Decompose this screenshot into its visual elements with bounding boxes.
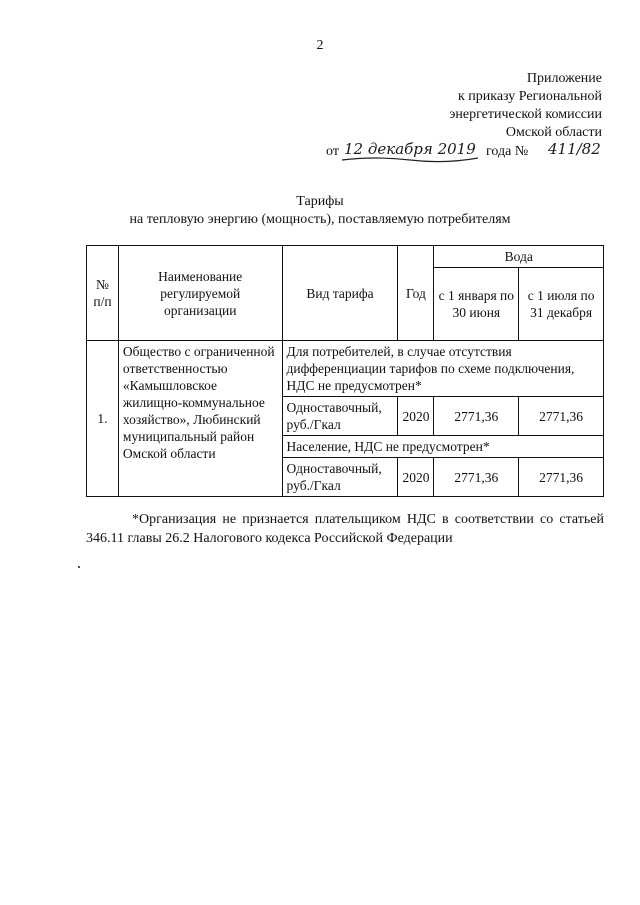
tariff-value-cell: 2771,36: [434, 458, 519, 497]
tariff-value-cell: 2771,36: [519, 397, 604, 436]
handwritten-date: 12 декабря 2019: [344, 140, 476, 158]
document-title: Тарифы: [296, 194, 344, 209]
header-water: Вода: [434, 246, 604, 268]
tariff-value-cell: 2771,36: [519, 458, 604, 497]
tariff-type-cell: Одноставочный, руб./Гкал: [282, 397, 398, 436]
row-number: 1.: [87, 341, 119, 497]
appendix-line: к приказу Региональной: [457, 89, 602, 104]
organization-name: Общество с ограниченной ответственностью «Камышловское жилищно-коммунальное хозяйство», Любинский муниципальный район Омской области: [118, 341, 282, 497]
tariff-type-cell: Одноставочный, руб./Гкал: [282, 458, 398, 497]
order-year-word: года №: [486, 144, 529, 159]
consumer-group-label: Население, НДС не предусмотрен*: [282, 436, 603, 458]
header-number: № п/п: [87, 246, 119, 341]
handwritten-order-number: 411/82: [548, 140, 601, 158]
appendix-heading: Приложение: [526, 71, 602, 86]
year-cell: 2020: [398, 458, 434, 497]
appendix-line: энергетической комиссии: [449, 107, 602, 122]
tariff-value-cell: 2771,36: [434, 397, 519, 436]
header-year: Год: [398, 246, 434, 341]
footnote: *Организация не признается плательщиком НДС в соответствии со статьей 346.11 главы 26.2 Налогового кодекса Российской Федерации: [86, 512, 604, 546]
header-period-first-half: с 1 января по 30 июня: [434, 268, 519, 341]
order-prefix: от: [326, 144, 339, 159]
year-cell: 2020: [398, 397, 434, 436]
consumer-group-label: Для потребителей, в случае отсутствия дифференциации тарифов по схеме подключения, НДС не предусмотрен*: [282, 341, 603, 397]
tariff-table: [86, 245, 604, 497]
appendix-line: Омской области: [505, 125, 602, 140]
document-subtitle: на тепловую энергию (мощность), поставляемую потребителям: [129, 212, 511, 227]
page-number: 2: [316, 38, 324, 53]
header-period-second-half: с 1 июля по 31 декабря: [519, 268, 604, 341]
header-organization: Наименование регулируемой организации: [118, 246, 282, 341]
table-header-row: [87, 246, 604, 268]
stray-mark: [78, 566, 80, 568]
header-tariff-type: Вид тарифа: [282, 246, 398, 341]
table-row: [87, 341, 604, 397]
order-reference: [326, 140, 616, 164]
